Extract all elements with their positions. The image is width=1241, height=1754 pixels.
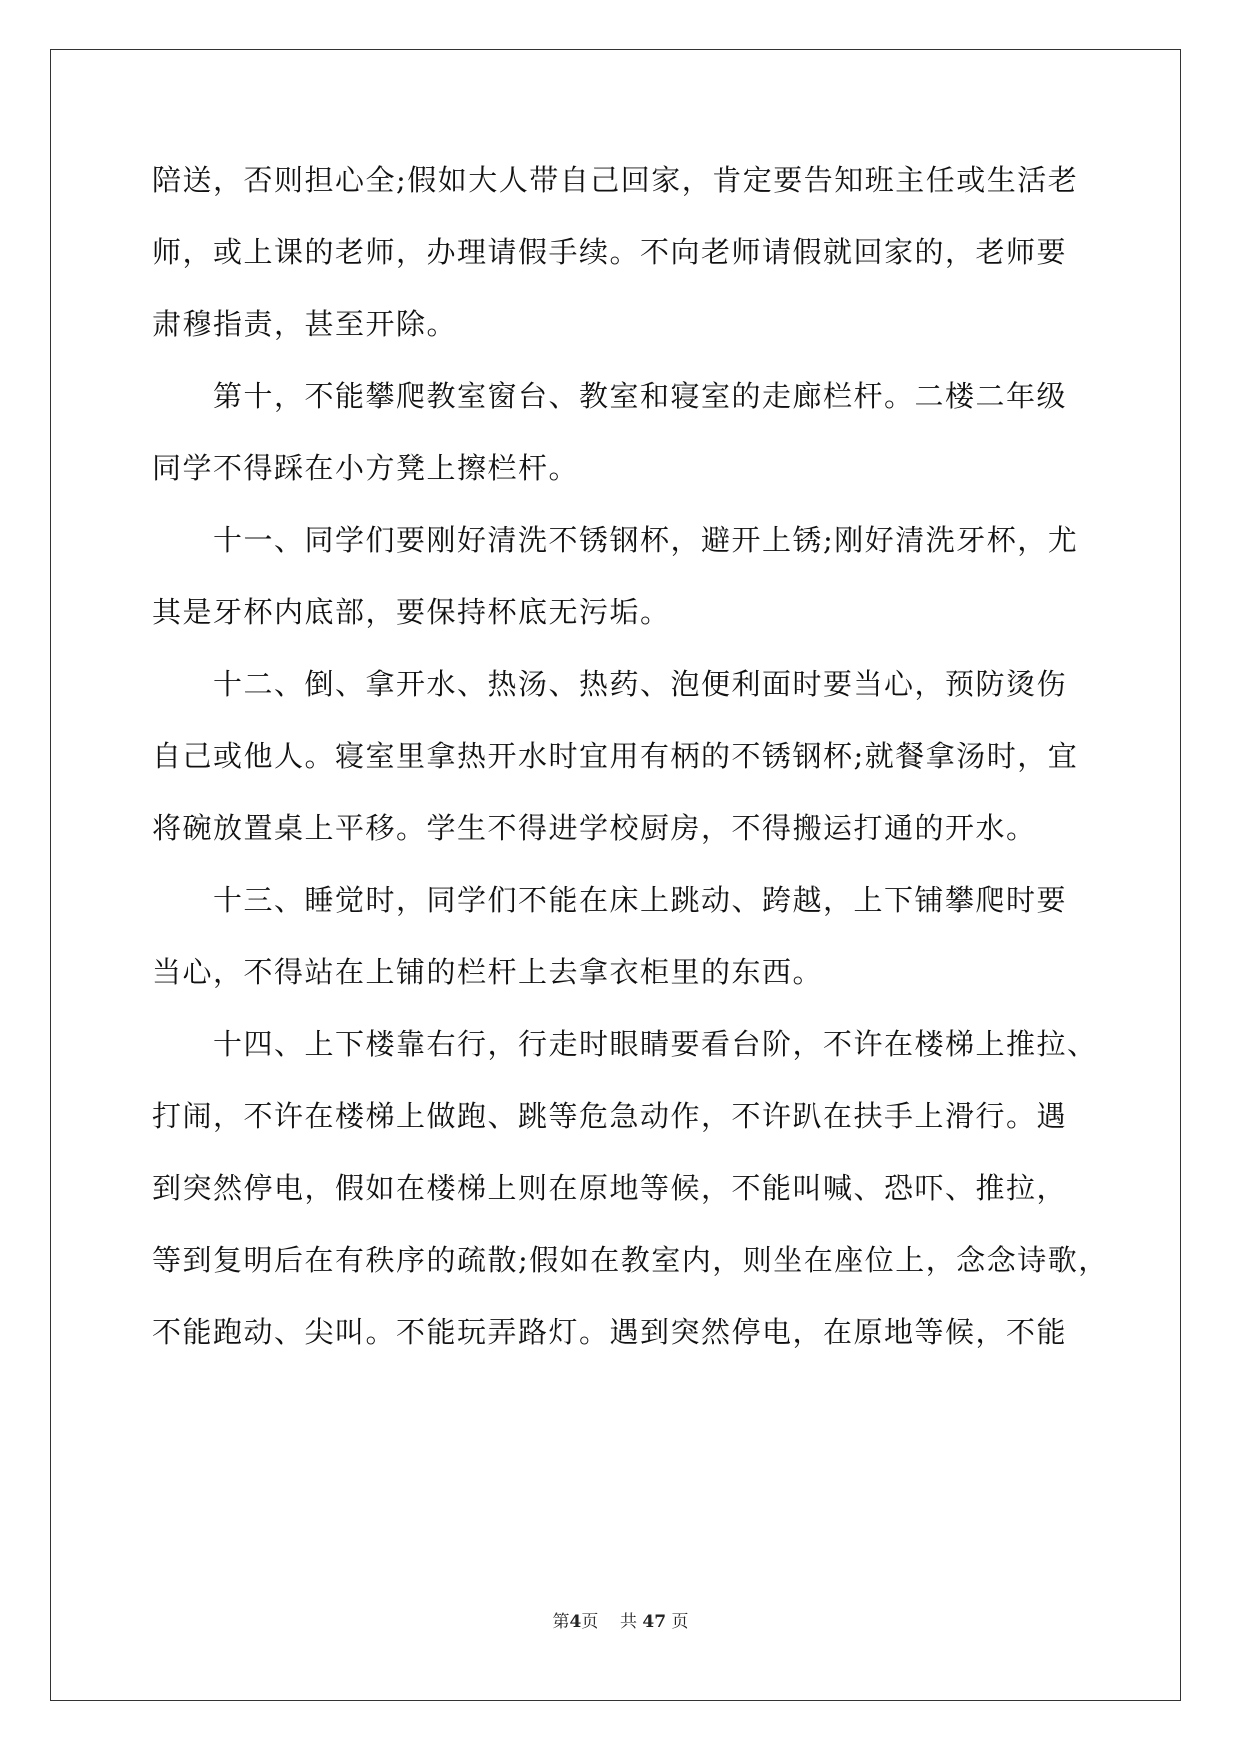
- text-line: 其是牙杯内底部，要保持杯底无污垢。: [152, 595, 671, 629]
- text-line: 同学不得踩在小方凳上擦栏杆。: [152, 451, 580, 485]
- page-prefix: 第: [552, 1612, 570, 1632]
- page-footer: [0, 1610, 1241, 1634]
- text-line: 当心，不得站在上铺的栏杆上去拿衣柜里的东西。: [152, 955, 824, 989]
- text-line: 十一、同学们要刚好清洗不锈钢杯，避开上锈;刚好清洗牙杯，尤: [152, 523, 1079, 557]
- text-line: 十二、倒、拿开水、热汤、热药、泡便利面时要当心，预防烫伤: [152, 667, 1068, 701]
- total-prefix: 共: [619, 1612, 637, 1632]
- text-line: 十三、睡觉时，同学们不能在床上跳动、跨越，上下铺攀爬时要: [152, 883, 1068, 917]
- text-line: 肃穆指责，甚至开除。: [152, 307, 458, 341]
- text-line: 自己或他人。寝室里拿热开水时宜用有柄的不锈钢杯;就餐拿汤时，宜: [152, 739, 1079, 773]
- text-line: 第十，不能攀爬教室窗台、教室和寝室的走廊栏杆。二楼二年级: [152, 379, 1068, 413]
- text-line: 等到复明后在有秩序的疏散;假如在教室内，则坐在座位上，念念诗歌，: [152, 1243, 1109, 1277]
- total-pages: 47: [642, 1612, 667, 1632]
- text-line: 不能跑动、尖叫。不能玩弄路灯。遇到突然停电，在原地等候，不能: [152, 1315, 1068, 1349]
- text-line: 师，或上课的老师，办理请假手续。不向老师请假就回家的，老师要: [152, 235, 1068, 269]
- page-border: [50, 49, 1181, 1701]
- total-suffix: 页: [671, 1612, 689, 1632]
- text-line: 十四、上下楼靠右行，行走时眼睛要看台阶，不许在楼梯上推拉、: [152, 1027, 1098, 1061]
- text-line: 打闹，不许在楼梯上做跑、跳等危急动作，不许趴在扶手上滑行。遇: [152, 1099, 1068, 1133]
- text-line: 将碗放置桌上平移。学生不得进学校厨房，不得搬运打通的开水。: [152, 811, 1037, 845]
- text-line: 到突然停电，假如在楼梯上则在原地等候，不能叫喊、恐吓、推拉，: [152, 1171, 1068, 1205]
- text-line: 陪送，否则担心全;假如大人带自己回家，肯定要告知班主任或生活老: [152, 163, 1079, 197]
- page-number: 4: [569, 1612, 582, 1632]
- page-suffix: 页: [581, 1612, 599, 1632]
